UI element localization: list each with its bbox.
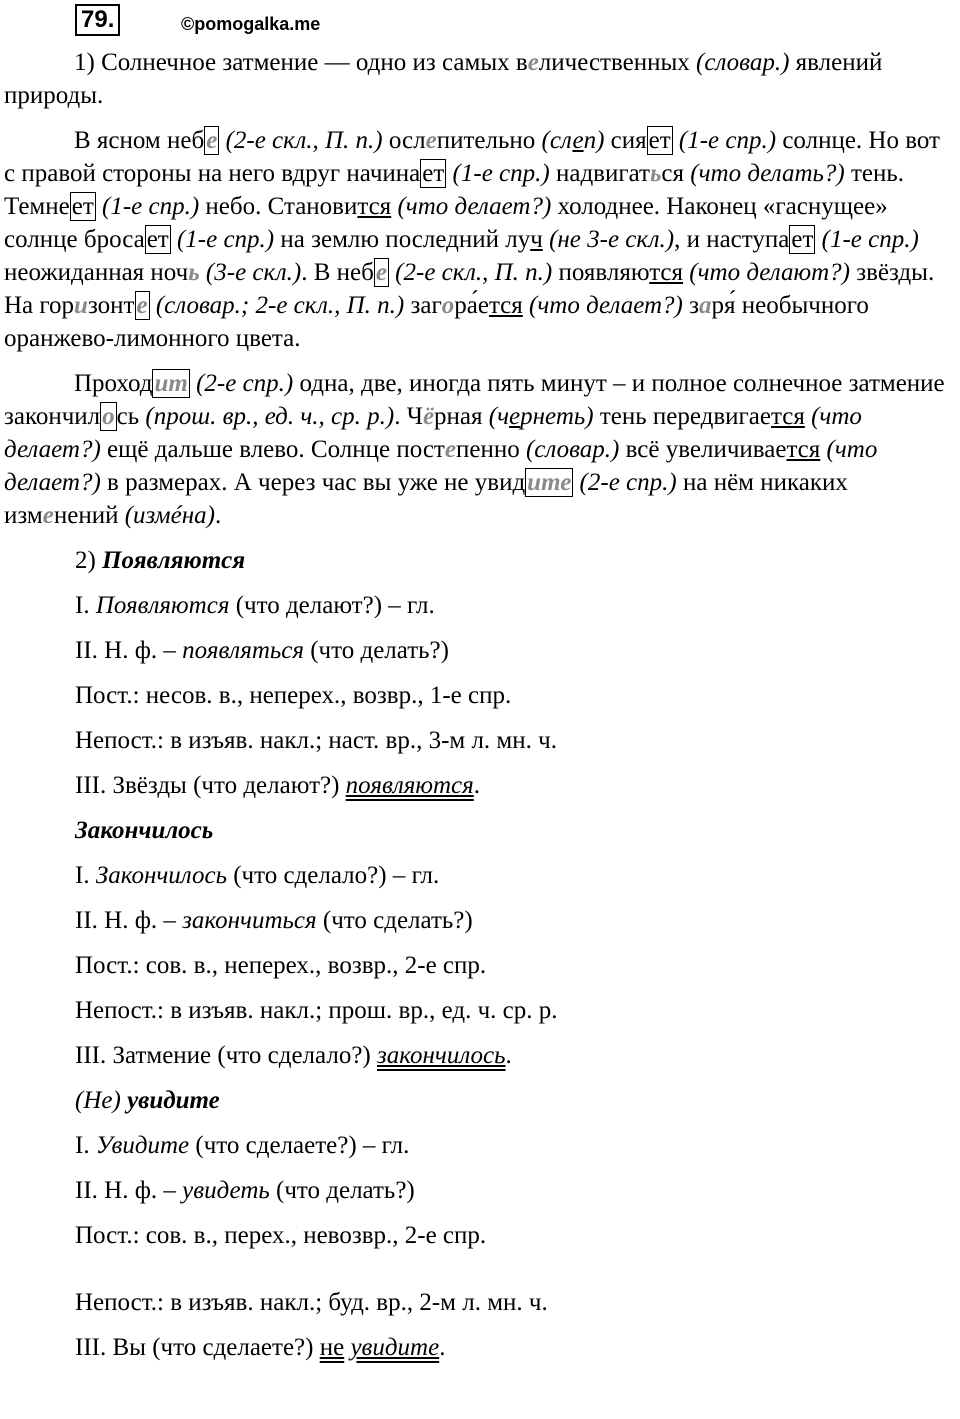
watermark: ©pomogalka.me xyxy=(181,14,321,34)
note: (2-е спр.) xyxy=(189,370,294,397)
text-run: рная xyxy=(434,403,489,430)
w1-line-iii xyxy=(4,769,956,802)
ending-box: ет xyxy=(422,160,445,187)
text-run: (что сделаете?) – гл. xyxy=(189,1132,410,1159)
text-run: холоднее. Наконец «гаснущее» солнце броса xyxy=(4,193,888,253)
ending-box: ет xyxy=(71,193,94,220)
text-run: I. xyxy=(75,862,96,889)
w1-line-ii xyxy=(4,634,956,667)
text-run: личественных xyxy=(538,49,697,76)
w2-line-i xyxy=(4,859,956,892)
particle: (Не) xyxy=(75,1087,128,1114)
w1-line-i xyxy=(4,589,956,622)
note: (2-е спр.) xyxy=(573,469,677,496)
text-run: III. Вы (что сделаете?) xyxy=(75,1334,320,1361)
w1-line-post: Пост.: несов. в., неперех., возвр., 1-е спр. xyxy=(75,682,512,709)
text-run: . Ч xyxy=(394,403,423,430)
w2-line-iii xyxy=(4,1039,956,1072)
underlined-letter: ч xyxy=(530,226,543,253)
w2-line-nepost: Непост.: в изъяв. накл.; прош. вр., ед. ч. ср. р. xyxy=(75,997,558,1024)
text-run: (что сделать?) xyxy=(316,907,473,934)
text-run: II. Н. ф. – xyxy=(75,907,183,934)
text-run: зонт xyxy=(87,292,135,319)
text-run: (что делать?) xyxy=(303,637,449,664)
note: (2-е скл., П. п.) xyxy=(388,259,553,286)
text-run: 1) Солнечное затмение — одно из самых в xyxy=(74,49,528,76)
initial-form: увидеть xyxy=(182,1177,270,1204)
word-heading: Появляются xyxy=(102,547,246,574)
text-run: Проход xyxy=(74,370,153,397)
note: рнеть) xyxy=(520,403,594,430)
w3-heading xyxy=(4,1084,956,1117)
note-underlined: е xyxy=(572,127,584,154)
vowel-mark: ь xyxy=(188,259,200,286)
vowel-mark: е xyxy=(42,502,54,529)
note: (не 3-е скл.) xyxy=(542,226,675,253)
analyzed-word: Увидите xyxy=(95,1132,190,1159)
ending-box: е xyxy=(206,127,218,154)
text-run: . В неб xyxy=(301,259,374,286)
w2-heading xyxy=(4,814,956,847)
note: (1-е спр.) xyxy=(95,193,200,220)
text-run: пенно xyxy=(455,436,526,463)
text-run: . xyxy=(473,772,480,799)
initial-form: закончиться xyxy=(182,907,317,934)
item-number: 2) xyxy=(75,547,103,574)
note: (измéна) xyxy=(124,502,215,529)
note: (2-е скл., П. п.) xyxy=(219,127,383,154)
note: (что делать?) xyxy=(690,160,845,187)
part2-intro xyxy=(4,544,956,577)
vowel-mark: о xyxy=(441,292,455,319)
text-run: небо. Станови xyxy=(199,193,358,220)
note: п) xyxy=(583,127,605,154)
text-run: з xyxy=(682,292,699,319)
text-run: солнце. Но вот с правой стороны на него вдруг начина xyxy=(4,127,940,187)
vowel-mark: ё xyxy=(422,403,435,430)
vowel-mark: ь xyxy=(649,160,662,187)
text-run: В ясном неб xyxy=(74,127,205,154)
w2-line-post: Пост.: сов. в., неперех., возвр., 2-е спр. xyxy=(75,952,487,979)
text-run: , и наступа xyxy=(674,226,790,253)
note: (словар.) xyxy=(696,49,790,76)
vowel-mark: и xyxy=(74,292,88,319)
ending-box: ит xyxy=(154,370,188,397)
text-run: I. xyxy=(75,1132,96,1159)
paragraph-1 xyxy=(4,46,956,112)
exercise-number: 79. xyxy=(75,4,120,36)
text-run: III. Затмение (что сделало?) xyxy=(75,1042,377,1069)
text-run: ся xyxy=(661,160,691,187)
text-run: появляю xyxy=(552,259,650,286)
note: (1-е спр.) xyxy=(446,160,550,187)
word-heading: Закончилось xyxy=(75,817,214,844)
ending-box: е xyxy=(375,259,387,286)
vowel-mark: а xyxy=(699,292,712,319)
w3-line-iii xyxy=(4,1331,956,1364)
text-run: сия xyxy=(604,127,647,154)
text-run: в размерах. А через час вы уже не увид xyxy=(100,469,526,496)
note: (что делает?) xyxy=(522,292,683,319)
predicate-word: увидите xyxy=(350,1334,440,1361)
note: (что делает?) xyxy=(391,193,552,220)
text-run: всё увеличивае xyxy=(619,436,787,463)
underlined-suffix: тся xyxy=(357,193,392,220)
text-run: тень. Темне xyxy=(4,160,905,220)
w3-line-ii xyxy=(4,1174,956,1207)
text-run: явлений природы. xyxy=(4,49,883,109)
w2-line-ii xyxy=(4,904,956,937)
text-run: I. xyxy=(75,592,96,619)
underlined-suffix: тся xyxy=(649,259,684,286)
text-run: неожиданная ноч xyxy=(4,259,189,286)
word-heading: увидите xyxy=(127,1087,220,1114)
text-run: на землю последний лу xyxy=(274,226,531,253)
document-text xyxy=(4,46,956,1364)
ending-box: ет xyxy=(648,127,671,154)
w1-line-nepost: Непост.: в изъяв. накл.; наст. вр., 3-м л. мн. ч. xyxy=(75,727,557,754)
ending-box: о xyxy=(102,403,115,430)
note: (сл xyxy=(541,127,573,154)
text-run: нений xyxy=(53,502,125,529)
text-run: ря́ необычного оранжево-лимонного цвета. xyxy=(4,292,869,352)
text-run: (что делают?) – гл. xyxy=(229,592,435,619)
w3-line-nepost: Непост.: в изъяв. накл.; буд. вр., 2-м л. мн. ч. xyxy=(75,1289,548,1316)
predicate-word: закончилось xyxy=(377,1042,506,1069)
text-run: тень передвигае xyxy=(593,403,771,430)
text-run: . xyxy=(439,1334,446,1361)
text-run: заг xyxy=(404,292,442,319)
text-run: (что сделало?) – гл. xyxy=(226,862,440,889)
text-run: одна, две, иногда пять минут – и полное солнечное затмение закончил xyxy=(4,370,945,430)
note: (3-е скл.) xyxy=(199,259,302,286)
note: (что делает?) xyxy=(4,403,862,463)
vowel-mark: е xyxy=(444,436,456,463)
text-run: осл xyxy=(382,127,426,154)
text-run: (что делать?) xyxy=(269,1177,415,1204)
paragraph-3 xyxy=(4,367,956,532)
text-run: ра́е xyxy=(454,292,489,319)
note: (прош. вр., ед. ч., ср. р.) xyxy=(145,403,395,430)
analyzed-word: Закончилось xyxy=(95,862,227,889)
initial-form: появляться xyxy=(182,637,304,664)
w3-line-post: Пост.: сов. в., перех., невозвр., 2-е спр. xyxy=(75,1222,487,1249)
note: (что делает?) xyxy=(4,436,878,496)
note: (1-е спр.) xyxy=(815,226,919,253)
analyzed-word: Появляются xyxy=(95,592,230,619)
text-run: II. Н. ф. – xyxy=(75,1177,183,1204)
text-run: II. Н. ф. – xyxy=(75,637,183,664)
text-run: III. Звёзды (что делают?) xyxy=(75,772,346,799)
ending-box: ет xyxy=(146,226,169,253)
vowel-mark: е xyxy=(425,127,437,154)
note: (1-е спр.) xyxy=(672,127,777,154)
text-run: звёзды. На гор xyxy=(4,259,935,319)
ending-box: е xyxy=(136,292,148,319)
text-run: . xyxy=(505,1042,512,1069)
text-run: на нём никаких изм xyxy=(4,469,848,529)
note: (словар.) xyxy=(525,436,620,463)
vowel-mark: е xyxy=(527,49,539,76)
paragraph-2 xyxy=(4,124,956,355)
note-underlined: е xyxy=(509,403,521,430)
text-run: ещё дальше влево. Солнце пост xyxy=(100,436,445,463)
text-run: пительно xyxy=(436,127,542,154)
underlined-suffix: тся xyxy=(786,436,821,463)
w3-line-i xyxy=(4,1129,956,1162)
predicate-word: появляются xyxy=(345,772,474,799)
particle-underlined: не xyxy=(319,1334,345,1361)
text-run: сь xyxy=(116,403,146,430)
ending-box: ите xyxy=(527,469,572,496)
text-run: надвигат xyxy=(549,160,650,187)
ending-box: ет xyxy=(791,226,814,253)
note: (словар.; 2-е скл., П. п.) xyxy=(149,292,405,319)
text-run: . xyxy=(214,502,222,529)
note: (1-е спр.) xyxy=(170,226,275,253)
underlined-suffix: тся xyxy=(488,292,523,319)
note: (что делают?) xyxy=(683,259,850,286)
underlined-suffix: тся xyxy=(771,403,805,430)
note: (ч xyxy=(488,403,510,430)
